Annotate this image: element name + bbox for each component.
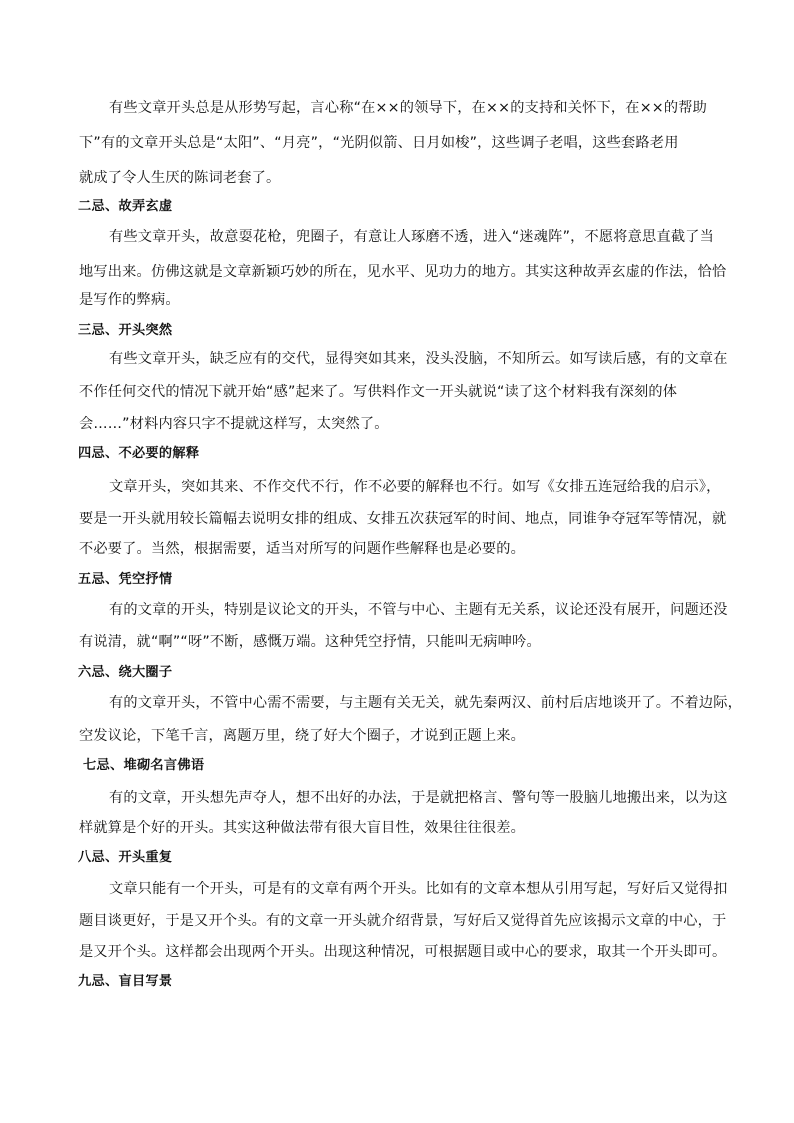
paragraph-line: 要是一开头就用较长篇幅去说明女排的组成、女排五次获冠军的时间、地点，同谁争夺冠军等情况，就 xyxy=(79,511,727,527)
paragraph-line: 不作任何交代的情况下就开始“感”起来了。写供料作文一开头就说“读了这个材料我有深刻的体 xyxy=(79,384,678,400)
paragraph-line: 就成了令人生厌的陈词老套了。 xyxy=(79,170,281,186)
paragraph-line: 是又开个头。这样都会出现两个开头。出现这种情况，可根据题目或中心的要求，取其一个开头即可。 xyxy=(79,944,727,960)
paragraph-line: 有些文章开头，缺乏应有的交代，显得突如其来，没头没脑，不知所云。如写读后感，有的文章在 xyxy=(109,351,728,367)
paragraph-line: 是写作的弊病。 xyxy=(79,292,180,308)
paragraph-line: 有些文章开头，故意耍花枪，兜圈子，有意让人琢磨不透，进入“迷魂阵”，不愿将意思直截了当 xyxy=(109,229,714,245)
section-heading: 九忌、盲目写景 xyxy=(78,974,173,989)
paragraph-line: 不必要了。当然，根据需要，适当对所写的问题作些解释也是必要的。 xyxy=(79,541,526,557)
section-heading: 六忌、绕大圈子 xyxy=(78,665,173,680)
section-heading: 三忌、开头突然 xyxy=(78,323,173,338)
paragraph-line: 文章开头，突如其来、不作交代不行，作不必要的解释也不行。如写《女排五连冠给我的启示》， xyxy=(109,479,721,495)
paragraph-line: 下”有的文章开头总是“太阳”、“月亮”，“光阴似箭、日月如梭”，这些调子老唱，这些套路老用 xyxy=(79,135,679,151)
section-heading: 七忌、堆砌名言佛语 xyxy=(83,758,205,773)
paragraph-line: 会……”材料内容只字不提就这样写，太突然了。 xyxy=(79,416,389,432)
paragraph-line: 有些文章开头总是从形势写起，言心称“在××的领导下，在××的支持和关怀下，在××的帮助 xyxy=(109,100,708,116)
paragraph-line: 文章只能有一个开头，可是有的文章有两个开头。比如有的文章本想从引用写起，写好后又觉得扣 xyxy=(109,881,728,897)
section-heading: 二忌、故弄玄虚 xyxy=(78,199,173,214)
section-heading: 四忌、不必要的解释 xyxy=(78,446,200,461)
paragraph-line: 地写出来。仿佛这就是文章新颖巧妙的所在，见水平、见功力的地方。其实这种故弄玄虚的作法，恰恰 xyxy=(79,264,727,280)
section-heading: 八忌、开头重复 xyxy=(78,850,173,865)
paragraph-line: 有说清，就“啊”“呀”不断，感慨万端。这种凭空抒情，只能叫无病呻吟。 xyxy=(79,634,541,650)
paragraph-line: 有的文章开头，不管中心需不需要，与主题有关无关，就先秦两汉、前村后店地谈开了。不着边际， xyxy=(109,695,743,711)
paragraph-line: 样就算是个好的开头。其实这种做法带有很大盲目性，效果往往很差。 xyxy=(79,820,526,836)
paragraph-line: 空发议论，下笔千言，离题万里，绕了好大个圈子，才说到正题上来。 xyxy=(79,728,526,744)
paragraph-line: 有的文章，开头想先声夺人，想不出好的办法，于是就把格言、警句等一股脑儿地搬出来，以为这 xyxy=(109,790,728,806)
section-heading: 五忌、凭空抒情 xyxy=(78,572,173,587)
paragraph-line: 有的文章的开头，特别是议论文的开头，不管与中心、主题有无关系，议论还没有展开，问题还没 xyxy=(109,602,728,618)
paragraph-line: 题目谈更好，于是又开个头。有的文章一开头就介绍背景，写好后又觉得首先应该揭示文章的中心，于 xyxy=(79,913,727,929)
